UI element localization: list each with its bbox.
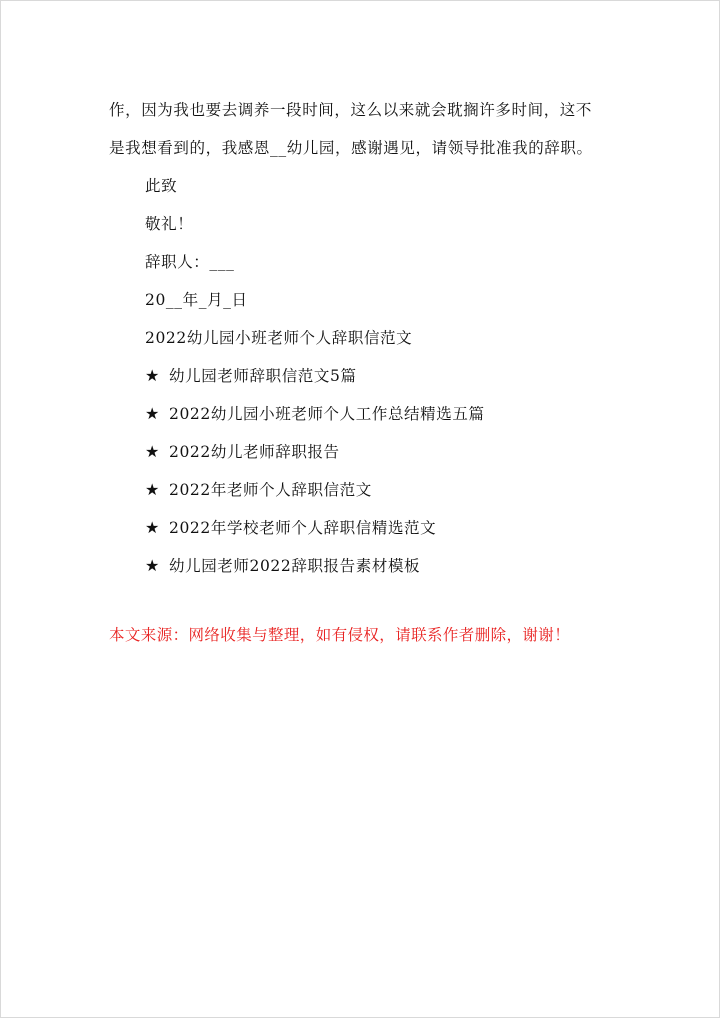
related-article-title: 2022年老师个人辞职信范文 [169,481,372,499]
related-article-link[interactable] [109,547,619,585]
closing-regards: 敬礼！ [145,215,194,233]
related-article-link[interactable] [109,509,619,547]
related-article-title: 幼儿园老师2022辞职报告素材模板 [169,557,421,575]
paragraph-line-2: 是我想看到的，我感恩__幼儿园，感谢遇见，请领导批准我的辞职。 [109,139,593,157]
date-line: 20__年_月_日 [145,291,248,309]
related-article-link[interactable] [109,357,619,395]
letter-body [109,91,619,585]
star-icon: ★ [145,404,160,423]
closing-salutation: 此致 [145,177,178,195]
related-article-title: 2022幼儿园小班老师个人工作总结精选五篇 [169,405,485,423]
star-icon: ★ [145,556,160,575]
related-article-title: 幼儿园老师辞职信范文5篇 [169,367,357,385]
signer-line: 辞职人：___ [145,253,235,271]
star-icon: ★ [145,366,160,385]
star-icon: ★ [145,442,160,461]
related-article-title: 2022幼儿老师辞职报告 [169,443,340,461]
source-notice: 本文来源：网络收集与整理，如有侵权，请联系作者删除，谢谢！ [109,626,571,644]
star-icon: ★ [145,480,160,499]
document-title: 2022幼儿园小班老师个人辞职信范文 [145,329,413,347]
related-article-link[interactable] [109,395,619,433]
paragraph-line-1: 作，因为我也要去调养一段时间，这么以来就会耽搁许多时间，这不 [109,101,593,119]
related-article-link[interactable] [109,433,619,471]
related-articles-list [109,357,619,585]
star-icon: ★ [145,518,160,537]
related-article-link[interactable] [109,471,619,509]
related-article-title: 2022年学校老师个人辞职信精选范文 [169,519,437,537]
